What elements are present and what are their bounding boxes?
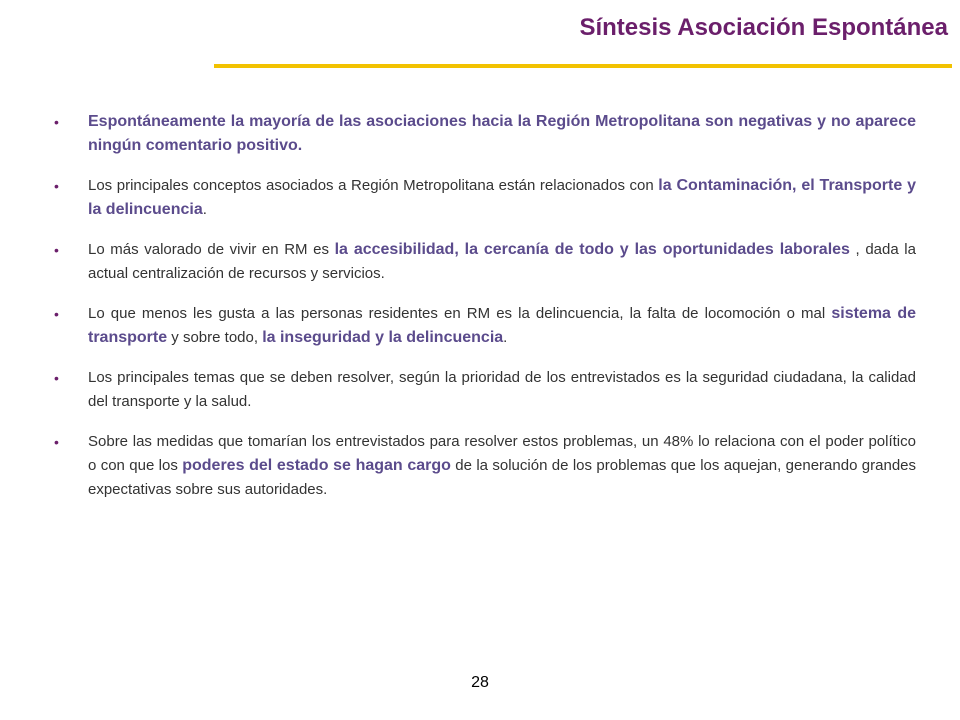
- bullet-text: de la solución de los problemas que los aquejan, generando grandes expectativas sobre sus autoridades.: [88, 457, 916, 498]
- bullet-item: [48, 174, 916, 222]
- bullet-text: Lo más valorado de vivir en RM es: [88, 241, 335, 258]
- bullet-text: Lo que menos les gusta a las personas residentes en RM es la delincuencia, la falta de locomoción o mal: [88, 305, 832, 322]
- bullet-dot-icon: •: [54, 370, 59, 386]
- bullet-item: [48, 238, 916, 286]
- bullet-text: Los principales conceptos asociados a Región Metropolitana están relacionados con: [88, 177, 659, 194]
- bullet-dot-icon: •: [54, 178, 59, 194]
- bullet-text: .: [503, 329, 508, 346]
- bullet-emphasis: la Contaminación, el Transporte y la delincuencia: [88, 177, 917, 218]
- bullet-emphasis: sistema de transporte: [88, 305, 916, 346]
- bullet-emphasis: la accesibilidad, la cercanía de todo y las oportunidades laborales: [334, 241, 850, 258]
- bullet-item: [48, 302, 916, 350]
- bullet-emphasis: Espontáneamente la mayoría de las asociaciones hacia la Región Metropolitana son negativas y no aparece ningún comentario positivo.: [88, 113, 916, 154]
- slide-title: Síntesis Asociación Espontánea: [579, 14, 948, 41]
- bullet-emphasis: la inseguridad y la delincuencia: [262, 329, 504, 346]
- bullet-dot-icon: •: [54, 242, 59, 258]
- bullet-dot-icon: •: [54, 306, 59, 322]
- title-underline: [214, 64, 952, 68]
- bullet-text: y sobre todo,: [167, 329, 263, 346]
- bullet-item: [48, 110, 916, 158]
- bullet-emphasis: poderes del estado se hagan cargo: [182, 457, 451, 474]
- bullet-item: [48, 366, 916, 414]
- bullet-item: [48, 430, 916, 502]
- bullet-text: Los principales temas que se deben resolver, según la prioridad de los entrevistados es la seguridad ciudadana, la calidad del transporte y la salud.: [88, 369, 916, 410]
- page-number: 28: [471, 674, 489, 691]
- bullet-dot-icon: •: [54, 434, 59, 450]
- bullet-text: Sobre las medidas que tomarían los entrevistados para resolver estos problemas, un 48% lo relaciona con el poder político o con que los: [88, 433, 916, 474]
- bullet-dot-icon: •: [54, 114, 59, 130]
- bullet-text: .: [202, 201, 207, 218]
- bullet-text: , dada la actual centralización de recursos y servicios.: [88, 241, 916, 282]
- bullet-list: [48, 110, 916, 518]
